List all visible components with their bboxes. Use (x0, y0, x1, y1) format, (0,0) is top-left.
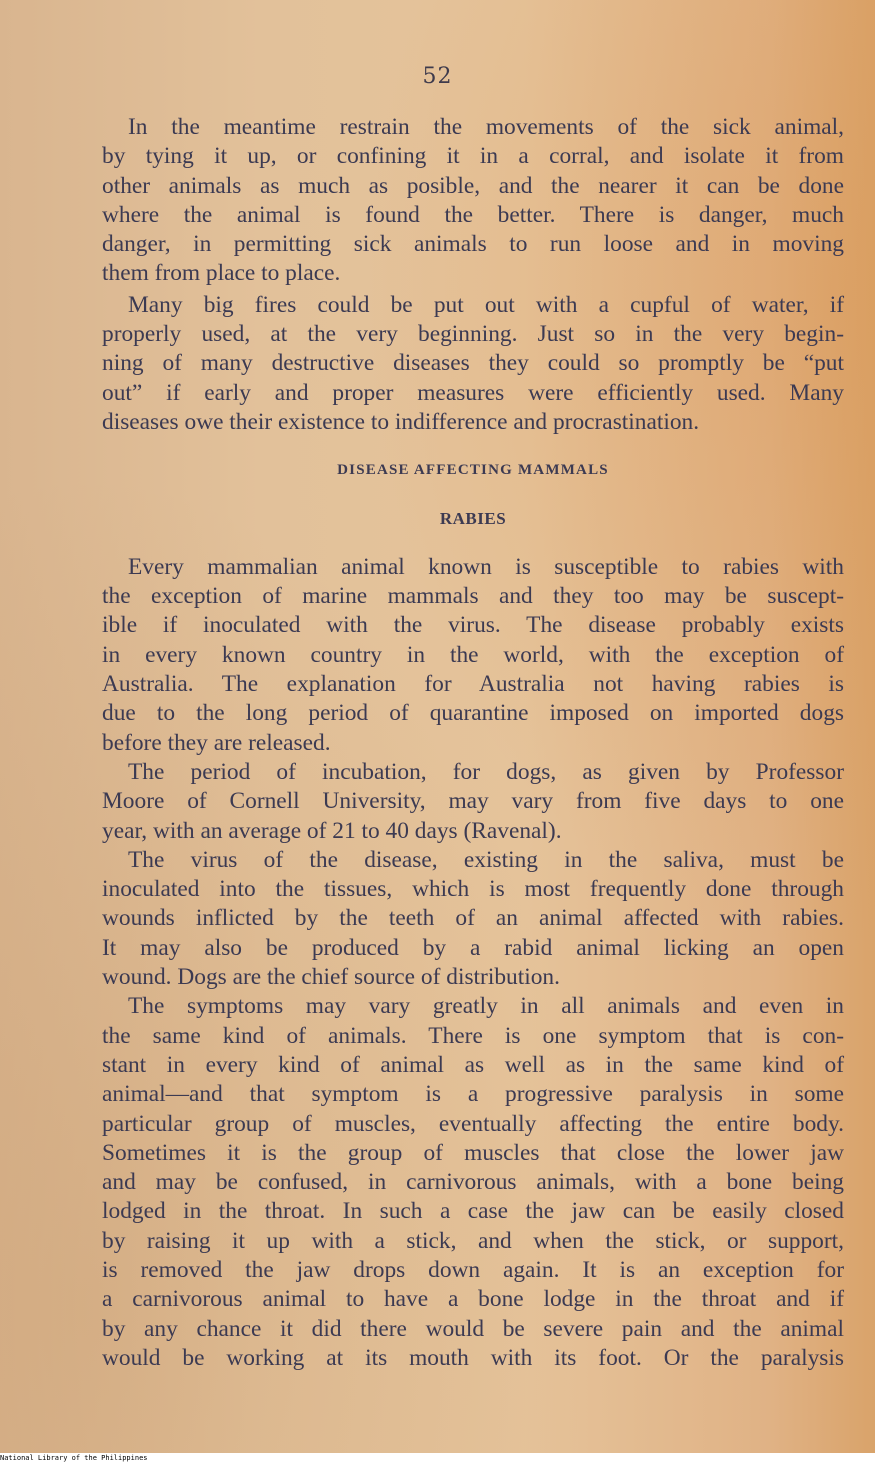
text-line: It may also be produced by a rabid animal licking an open (102, 934, 844, 961)
paragraph-virus-saliva (102, 846, 844, 992)
footer-credit: National Library of the Philippines (0, 1454, 148, 1462)
text-line: out” if early and proper measures were efficiently used. Many (102, 379, 844, 406)
text-line: Many big fires could be put out with a cupful of water, if (128, 291, 844, 318)
text-line: year, with an average of 21 to 40 days (Ravenal). (102, 817, 562, 844)
text-line: where the animal is found the better. There is danger, much (102, 201, 844, 228)
text-line: them from place to place. (102, 260, 341, 287)
text-line: animal—and that symptom is a progressive paralysis in some (102, 1081, 844, 1108)
paragraph-symptoms (102, 992, 844, 1373)
text-line: lodged in the throat. In such a case the jaw can be easily closed (102, 1198, 844, 1225)
text-line: The period of incubation, for dogs, as given by Professor (128, 758, 844, 785)
text-line: wounds inflicted by the teeth of an animal affected with rabies. (102, 905, 844, 932)
text-line: Sometimes it is the group of muscles that close the lower jaw (102, 1139, 844, 1166)
text-line: due to the long period of quarantine imposed on imported dogs (102, 700, 844, 727)
text-line: by any chance it did there would be severe pain and the animal (102, 1315, 844, 1342)
text-line: Every mammalian animal known is susceptible to rabies with (128, 553, 844, 580)
text-line: the same kind of animals. There is one symptom that is con- (102, 1022, 844, 1049)
text-line: a carnivorous animal to have a bone lodge in the throat and if (102, 1286, 844, 1313)
text-line: inoculated into the tissues, which is most frequently done through (102, 876, 844, 903)
text-line: and may be confused, in carnivorous animals, with a bone being (102, 1169, 844, 1196)
text-line: danger, in permitting sick animals to run loose and in moving (102, 231, 844, 258)
paragraph-rabies-susceptibility (102, 553, 844, 758)
text-line: The symptoms may vary greatly in all animals and even in (128, 993, 844, 1020)
text-line: In the meantime restrain the movements of the sick animal, (128, 114, 844, 140)
page-body (102, 113, 844, 1373)
paragraph-incubation (102, 758, 844, 846)
sub-heading: RABIES (439, 508, 507, 528)
text-line: diseases owe their existence to indifference and procrastination. (102, 408, 700, 435)
text-line: Australia. The explanation for Australia not having rabies is (102, 671, 844, 698)
paragraph-restrain-sick-animal (102, 113, 844, 289)
text-line: by tying it up, or confining it in a corral, and isolate it from (102, 143, 844, 170)
text-line: Moore of Cornell University, may vary from five days to one (102, 788, 844, 815)
text-line: The virus of the disease, existing in the saliva, must be (128, 846, 844, 873)
text-line: wound. Dogs are the chief source of distribution. (102, 964, 560, 991)
text-line: ible if inoculated with the virus. The disease probably exists (102, 612, 844, 639)
text-line: properly used, at the very beginning. Just so in the very begin- (102, 321, 844, 348)
text-line: by raising it up with a stick, and when the stick, or support, (102, 1227, 844, 1254)
page-number: 52 (422, 64, 453, 89)
text-line: in every known country in the world, with the exception of (102, 641, 844, 668)
text-line: ning of many destructive diseases they could so promptly be “put (102, 350, 844, 377)
text-line: stant in every kind of animal as well as in the same kind of (102, 1051, 844, 1078)
text-line: would be working at its mouth with its foot. Or the paralysis (102, 1344, 844, 1371)
text-line: is removed the jaw drops down again. It is an exception for (102, 1256, 844, 1283)
section-heading: DISEASE AFFECTING MAMMALS (337, 462, 609, 479)
paragraph-big-fires (102, 291, 844, 437)
text-line: before they are released. (102, 729, 331, 756)
text-line: particular group of muscles, eventually affecting the entire body. (102, 1110, 844, 1137)
text-line: other animals as much as posible, and the nearer it can be done (102, 172, 844, 199)
text-line: the exception of marine mammals and they too may be suscept- (102, 583, 844, 610)
